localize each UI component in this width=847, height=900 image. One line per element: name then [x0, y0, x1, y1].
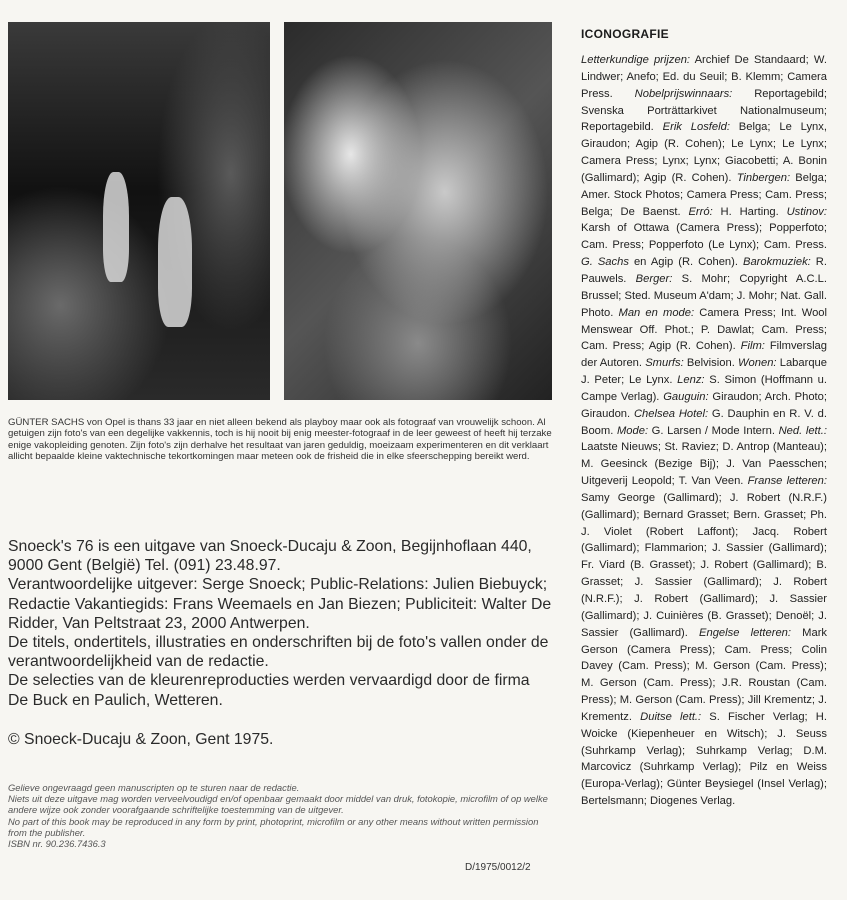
- iconografie-entry-label: Chelsea Hotel:: [633, 407, 709, 420]
- iconografie-entry-credits: R. Pauwels.: [581, 256, 827, 285]
- iconografie-entry-credits: Mark Gerson (Camera Press); Cam. Press; Colin Davey (Cam. Press); M. Gerson (Cam. Press); M. Gerson (Cam. Press); J.R. Roustan (Cam. Press); M. Gerson (Cam. Press); Jill Krementz; J. Krementz.: [581, 626, 828, 723]
- iconografie-entry-credits: Giraudon; Arch. Photo; Giraudon.: [581, 390, 827, 420]
- depot-code: D/1975/0012/2: [465, 862, 531, 873]
- iconografie-entry-label: Tinbergen:: [736, 171, 791, 184]
- iconografie-entry-credits: Belga; Le Lynx, Giraudon; Agip (R. Cohen); Le Lynx; Le Lynx; Camera Press; Lynx; Lynx; Giacobetti; A. Bonin (Gallimard); Agip (R. Cohen).: [581, 121, 827, 184]
- legal-notice: [8, 782, 553, 849]
- iconografie-entry-label: G. Sachs: [581, 256, 629, 269]
- iconografie-entry-label: Erik Losfeld:: [662, 121, 730, 134]
- iconografie-entry-credits: Camera Press; Int. Wool Menswear Off. Phot.; P. Dawlat; Cam. Press; Cam. Press; Agip (R. Cohen).: [581, 306, 827, 353]
- iconografie-entry-label: Man en mode:: [618, 306, 695, 319]
- copyright-notice: © Snoeck-Ducaju & Zoon, Gent 1975.: [8, 731, 274, 748]
- iconografie-entry-credits: G. Dauphin en R. V. d. Boom.: [581, 407, 828, 437]
- iconografie-entry-credits: Karsh of Ottawa (Camera Press); Popperfoto; Cam. Press; Popperfoto (Le Lynx); Cam. Press.: [581, 222, 827, 252]
- iconografie-entry-credits: en Agip (R. Cohen).: [628, 256, 743, 269]
- iconografie-entry-label: Franse letteren:: [747, 475, 827, 488]
- iconografie-entry-label: Barokmuziek:: [743, 256, 811, 269]
- iconografie-entry-credits: Labarque J. Peter; Le Lynx.: [581, 357, 827, 387]
- iconografie-entry-label: Gauguin:: [663, 390, 709, 403]
- iconografie-entry-label: Mode:: [616, 424, 649, 437]
- iconografie-entry-label: Nobelprijswinnaars:: [634, 87, 733, 100]
- iconografie-entry-label: Ustinov:: [786, 205, 827, 218]
- figure-silhouette: [103, 172, 129, 282]
- iconografie-entry-credits: G. Larsen / Mode Intern.: [648, 424, 779, 437]
- iconografie-entry-credits: Samy George (Gallimard); J. Robert (N.R.F.) (Gallimard); Bernard Grasset; Bern. Grasset; Ph. J. Violet (Robert Laffont); Jacq. Robert (Gallimard); Flammarion; J. Sassier (Gallimard); Fr. Viard (B. Grasset); J. Robert (Gallimard); B. Grasset; J. Sassier (Gallimard); J. Robert (N.R.F.); J. Robert (Gallimard); J. Sassier (Gallimard); J. Cuinières (B. Grasset); Denoël; J. Sassier (Gallimard).: [581, 491, 827, 639]
- colophon-line: Snoeck's 76 is een uitgave van Snoeck-Ducaju & Zoon, Begijnhoflaan 440, 9000 Gent (België) Tel. (091) 23.48.97.: [8, 538, 532, 575]
- iconografie-entry-label: Wonen:: [737, 357, 777, 370]
- colophon-line: Verantwoordelijke uitgever: Serge Snoeck; Public-Relations: Julien Biebuyck; Redactie Vakantiegids: Frans Weemaels en Jan Biezen; Publiciteit: Walter De Ridder, Van Peltstraat 23, 2000 Antwerpen.: [8, 576, 552, 632]
- legal-line: Gelieve ongevraagd geen manuscripten op te sturen naar de redactie.: [8, 782, 300, 793]
- iconografie-entry-credits: S. Simon (Hoffmann u. Campe Verlag).: [581, 374, 827, 403]
- colophon: [8, 537, 553, 710]
- iconografie-entry-label: Erró:: [688, 205, 713, 218]
- figure-silhouette: [158, 197, 192, 327]
- iconografie-entry-label: Film:: [740, 340, 765, 353]
- photo-caption: GÜNTER SACHS von Opel is thans 33 jaar en niet alleen bekend als playboy maar ook als fotograaf van vrouwelijk schoon. Al getuigen zijn foto's van een degelijke vakkennis, toch is hij nooit bij enig meester-fotograaf in de leer geweest of heeft hij terzake enige vakopleiding genoten. Zijn foto's zijn derhalve het resultaat van jaren geduldig, moeizaam experimenteren en dit verklaart allicht bepaalde kleine vaktechnische tekortkomingen maar meteen ook de frisheid die in elke sfeerschepping bereikt werd.: [8, 417, 552, 463]
- colophon-line: De titels, ondertitels, illustraties en onderschriften bij de foto's vallen onder de verantwoordelijkheid van de redactie.: [8, 634, 549, 671]
- iconografie-entry-credits: Archief De Standaard; W. Lindwer; Anefo; Ed. du Seuil; B. Klemm; Camera Press.: [581, 54, 827, 100]
- photo-embracing-couple: [284, 22, 552, 400]
- iconografie-entry-credits: Belga; Amer. Stock Photos; Camera Press; Cam. Press; Belga; De Baenst.: [581, 171, 827, 218]
- iconografie-entry-label: Ned. lett.:: [778, 424, 827, 437]
- iconografie-body: [581, 52, 827, 810]
- legal-line: Niets uit deze uitgave mag worden verveelvoudigd en/of openbaar gemaakt door middel van druk, fotokopie, microfilm of op welke andere wijze ook zonder voorafgaande schriftelijke toestemming van de uitgever.: [8, 793, 548, 816]
- legal-line: No part of this book may be reproduced in any form by print, photoprint, microfilm or any other means without written permission from the publisher.: [8, 815, 539, 838]
- iconografie-entry-credits: H. Harting.: [712, 205, 787, 218]
- iconografie-entry-label: Smurfs:: [645, 357, 684, 370]
- iconografie-title: ICONOGRAFIE: [581, 27, 669, 41]
- iconografie-entry-credits: Reportagebild; Svenska Porträttarkivet Nationalmuseum; Reportagebild.: [581, 87, 827, 134]
- iconografie-entry-label: Engelse letteren:: [699, 626, 792, 639]
- iconografie-entry-label: Letterkundige prijzen:: [581, 54, 691, 66]
- iconografie-entry-credits: Filmverslag der Autoren.: [581, 340, 828, 370]
- colophon-line: De selecties van de kleurenreproducties werden vervaardigd door de firma De Buck en Paulich, Wetteren.: [8, 672, 530, 709]
- iconografie-entry-credits: S. Fischer Verlag; H. Woicke (Kiepenheuer en Witsch); J. Seuss (Suhrkamp Verlag); Suhrkamp Verlag; D.M. Marcovicz (Suhrkamp Verlag); Pilz en Weiss (Europa-Verlag); Günter Beysiegel (Insel Verlag); Bertelsmann; Diogenes Verlag.: [581, 710, 827, 808]
- iconografie-entry-credits: Belvision.: [683, 357, 738, 370]
- iconografie-entry-label: Lenz:: [677, 374, 705, 387]
- iconografie-entry-label: Berger:: [635, 272, 673, 285]
- photo-nude-figures-dark: [8, 22, 270, 400]
- iconografie-entry-label: Duitse lett.:: [640, 710, 702, 723]
- legal-line: ISBN nr. 90.236.7436.3: [8, 838, 106, 850]
- iconografie-entry-credits: Laatste Nieuws; St. Raviez; D. Antrop (Manteau); M. Geesinck (Bezige Bij); J. Van Paesschen; Uitgeverij Leopold; T. Van Veen.: [581, 441, 827, 488]
- iconografie-entry-credits: S. Mohr; Copyright A.C.L. Brussel; Sted. Museum A'dam; J. Mohr; Nat. Gall. Photo.: [581, 272, 827, 319]
